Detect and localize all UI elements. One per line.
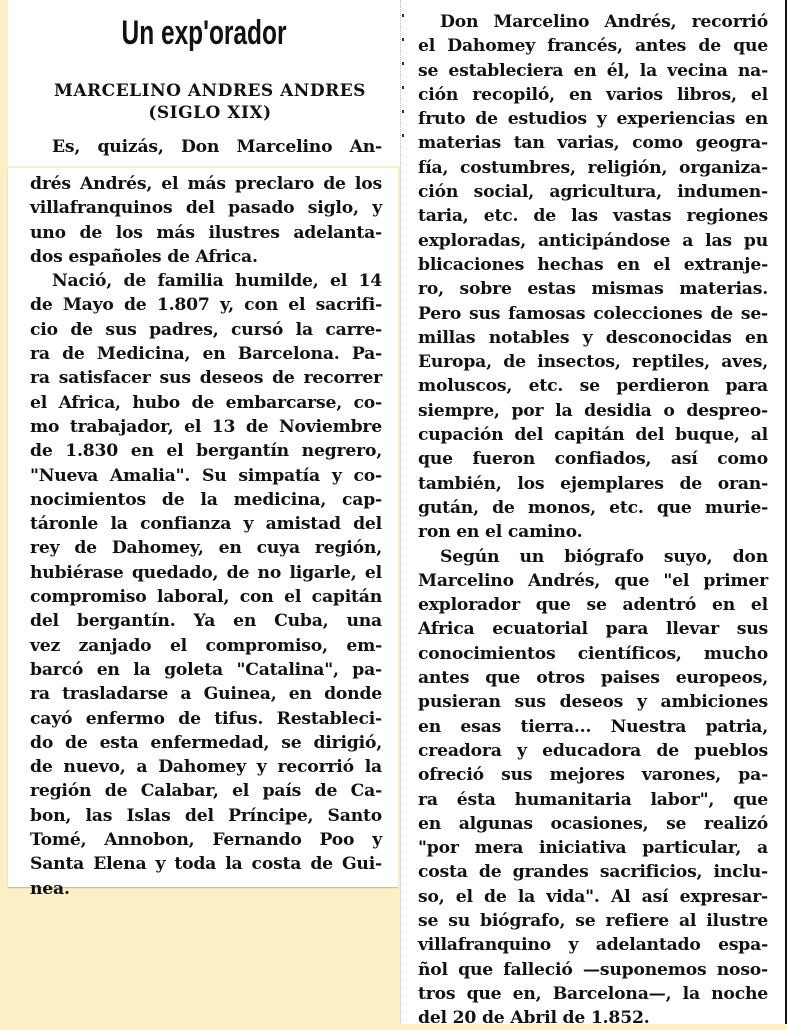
text-line: creadora y educadora de pueblos (418, 740, 768, 761)
text-line: drés Andrés, el más preclaro de los (30, 174, 382, 194)
left-column-intro (30, 135, 382, 159)
text-line: en esas tierra... Nuestra patria, (418, 716, 768, 737)
text-line: pusieran sus deseos y ambiciones (418, 692, 768, 713)
paragraph-block (418, 10, 768, 1030)
text-line: ra de Medicina, en Barcelona. Pa- (30, 344, 382, 365)
text-line: compromiso laboral, con el capitán (30, 587, 382, 608)
text-line: bon, las Islas del Príncipe, Santo (30, 805, 382, 826)
text-line: gután, de monos, etc. que murie- (418, 497, 768, 518)
text-line: moluscos, etc. se perdieron para (418, 376, 768, 397)
text-line: "por mera iniciativa particular, a (418, 838, 768, 859)
text-line: ro, sobre estas mismas materias. (418, 279, 768, 300)
column-rule-dots (402, 14, 406, 158)
article-subhead (30, 80, 390, 124)
text-line: táronle la confianza y amistad del (30, 514, 382, 535)
text-line: ñol que falleció —suponemos noso- (418, 959, 768, 980)
text-line: barcó en la goleta "Catalina", pa- (30, 659, 382, 680)
text-line: millas notables y desconocidas en (418, 327, 768, 348)
text-line: antes que otros paises europeos, (418, 668, 768, 689)
text-line: Es, quizás, Don Marcelino An- (52, 137, 382, 157)
text-line: dos españoles de Africa. (30, 246, 258, 267)
text-line: Africa ecuatorial para llevar sus (418, 619, 768, 640)
text-line: cio de sus padres, cursó la carre- (30, 319, 382, 340)
text-line: Nació, de familia humilde, el 14 (52, 271, 382, 292)
text-line: se su biógrafo, se refiere al ilustre (418, 910, 768, 931)
text-line: Don Marcelino Andrés, recorrió (440, 12, 768, 32)
text-line: ra ésta humanitaria labor", que (418, 789, 768, 810)
text-line: en algunas ocasiones, se realizó (418, 813, 768, 834)
text-line: do de esta enfermedad, se dirigió, (30, 732, 382, 753)
text-line: nocimientos de la medicina, cap- (30, 489, 382, 510)
text-line: ofreció sus mejores varones, pa- (418, 765, 768, 786)
text-line: explorador que se adentró en el (418, 595, 768, 616)
text-line: conocimientos científicos, mucho (418, 643, 768, 664)
text-line: ron en el camino. (418, 522, 583, 543)
text-line: nea. (30, 878, 70, 899)
text-line: exploradas, anticipándose a las pu (418, 230, 768, 251)
text-line: Tomé, Annobon, Fernando Poo y (30, 830, 382, 851)
text-line: fruto de estudios y experiencias en (418, 109, 768, 130)
text-line: que fueron confiados, así como (418, 449, 768, 470)
article-headline: Un exp'orador (121, 14, 287, 52)
text-line: siempre, por la desidia o despreo- (418, 400, 768, 421)
text-line: se estableciera en él, la vecina na- (418, 60, 768, 81)
text-line: ra trasladarse a Guinea, en donde (30, 684, 382, 705)
text-line: mo trabajador, el 13 de Noviembre (30, 416, 382, 437)
text-line: rey de Dahomey, en cuya región, (30, 538, 382, 559)
text-line: Europa, de insectos, reptiles, aves, (418, 352, 768, 373)
text-line: ra satisfacer sus deseos de recorrer (30, 368, 382, 389)
text-line: Según un biógrafo suyo, don (440, 546, 768, 567)
text-line: Marcelino Andrés, que "el primer (418, 570, 768, 591)
text-line: fía, costumbres, religión, organiza- (418, 157, 768, 178)
text-line: materias tan varias, como geogra- (418, 133, 768, 154)
text-line: blicaciones hechas en el extranje- (418, 254, 768, 275)
text-line: villafranquino y adelantado espa- (418, 935, 768, 956)
text-line: también, los ejemplares de oran- (418, 473, 768, 494)
text-line: villafranquinos del pasado siglo, y (30, 198, 382, 219)
subhead-name: MARCELINO ANDRES ANDRES (54, 81, 366, 101)
text-line: ción social, agricultura, indumen- (418, 182, 768, 203)
text-line: uno de los más ilustres adelanta- (30, 222, 382, 243)
text-line: del 20 de Abril de 1.852. (418, 1008, 650, 1029)
text-line: taria, etc. de las vastas regiones (418, 206, 768, 227)
text-line: ción recopiló, en varios libros, el (418, 84, 768, 105)
right-column-body (418, 10, 768, 1030)
paragraph-block (30, 172, 382, 901)
text-line: del bergantín. Ya en Cuba, una (30, 611, 382, 632)
text-line: "Nueva Amalia". Su simpatía y co- (30, 465, 382, 486)
text-line: el Africa, hubo de embarcarse, co- (30, 392, 382, 413)
text-line: Santa Elena y toda la costa de Gui- (30, 854, 382, 875)
text-line: vez zanjado el compromiso, em- (30, 635, 382, 656)
text-line: de nuevo, a Dahomey y recorrió la (30, 757, 382, 778)
text-line: el Dahomey francés, antes de que (418, 36, 768, 57)
text-line: so, el de la vida". Al así expresar- (418, 886, 768, 907)
text-line: de 1.830 en el bergantín negrero, (30, 441, 382, 462)
text-line: de Mayo de 1.807 y, con el sacrifi- (30, 295, 382, 316)
subhead-century: (SIGLO XIX) (148, 103, 272, 123)
text-line: cupación del capitán del buque, al (418, 425, 768, 446)
left-column-body (30, 172, 382, 901)
text-line: hubiérase quedado, de no ligarle, el (30, 562, 382, 583)
text-line: tros que en, Barcelona—, la noche (418, 983, 768, 1004)
text-line: cayó enfermo de tifus. Restableci- (30, 708, 382, 729)
text-line: región de Calabar, el país de Ca- (30, 781, 382, 802)
text-line: Pero sus famosas colecciones de se- (418, 303, 768, 324)
text-line: costa de grandes sacrificios, inclu- (418, 862, 768, 883)
